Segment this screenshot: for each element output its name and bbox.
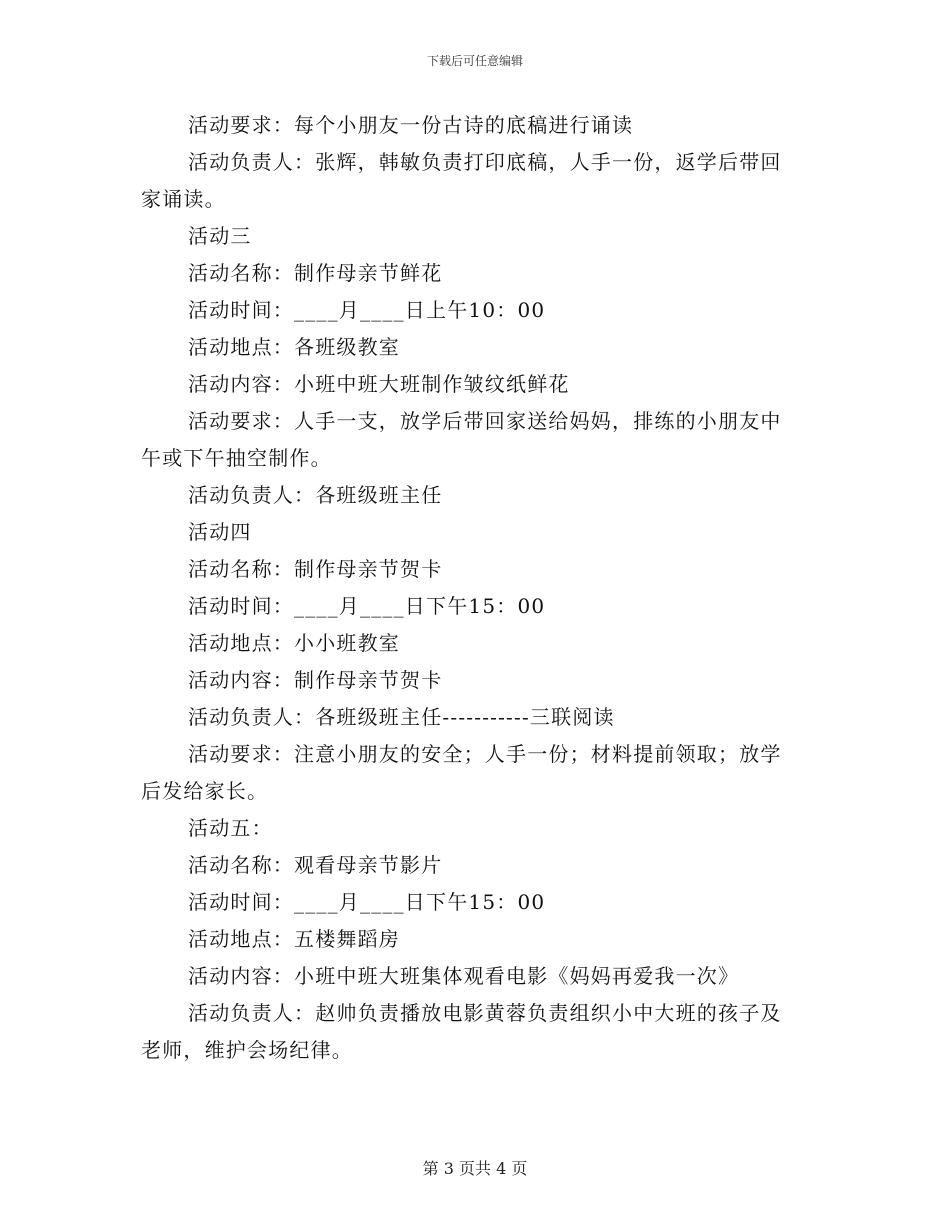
paragraph: 活动负责人：赵帅负责播放电影黄蓉负责组织小中大班的孩子及老师，维护会场纪律。 xyxy=(141,1001,782,1062)
paragraph: 活动负责人：各班级班主任-----------三联阅读 xyxy=(188,705,615,729)
paragraph: 活动名称：制作母亲节鲜花 xyxy=(188,261,443,285)
paragraph: 活动时间：____月____日下午15：00 xyxy=(188,890,546,914)
paragraph: 活动负责人：张辉，韩敏负责打印底稿，人手一份，返学后带回家诵读。 xyxy=(141,150,782,211)
paragraph: 活动要求：人手一支，放学后带回家送给妈妈，排练的小朋友中午或下午抽空制作。 xyxy=(141,409,782,470)
page-footer: 第 3 页共 4 页 xyxy=(422,1159,528,1178)
section-heading: 活动四 xyxy=(188,520,252,544)
paragraph: 活动地点：各班级教室 xyxy=(188,335,400,359)
paragraph: 活动要求：每个小朋友一份古诗的底稿进行诵读 xyxy=(188,113,634,137)
section-heading: 活动五： xyxy=(188,816,273,840)
page-header: 下载后可任意编辑 xyxy=(426,54,523,68)
paragraph: 活动名称：制作母亲节贺卡 xyxy=(188,557,443,581)
paragraph: 活动内容：小班中班大班制作皱纹纸鲜花 xyxy=(188,372,570,396)
paragraph: 活动内容：小班中班大班集体观看电影《妈妈再爱我一次》 xyxy=(188,964,740,988)
paragraph: 活动名称：观看母亲节影片 xyxy=(188,853,443,877)
paragraph: 活动地点：小小班教室 xyxy=(188,631,400,655)
paragraph: 活动时间：____月____日上午10：00 xyxy=(188,298,546,322)
document-body xyxy=(141,107,796,1069)
paragraph: 活动负责人：各班级班主任 xyxy=(188,483,443,507)
paragraph: 活动地点：五楼舞蹈房 xyxy=(188,927,400,951)
paragraph: 活动时间：____月____日下午15：00 xyxy=(188,594,546,618)
section-heading: 活动三 xyxy=(188,224,252,248)
paragraph: 活动要求：注意小朋友的安全；人手一份；材料提前领取；放学后发给家长。 xyxy=(141,742,782,803)
paragraph: 活动内容：制作母亲节贺卡 xyxy=(188,668,443,692)
